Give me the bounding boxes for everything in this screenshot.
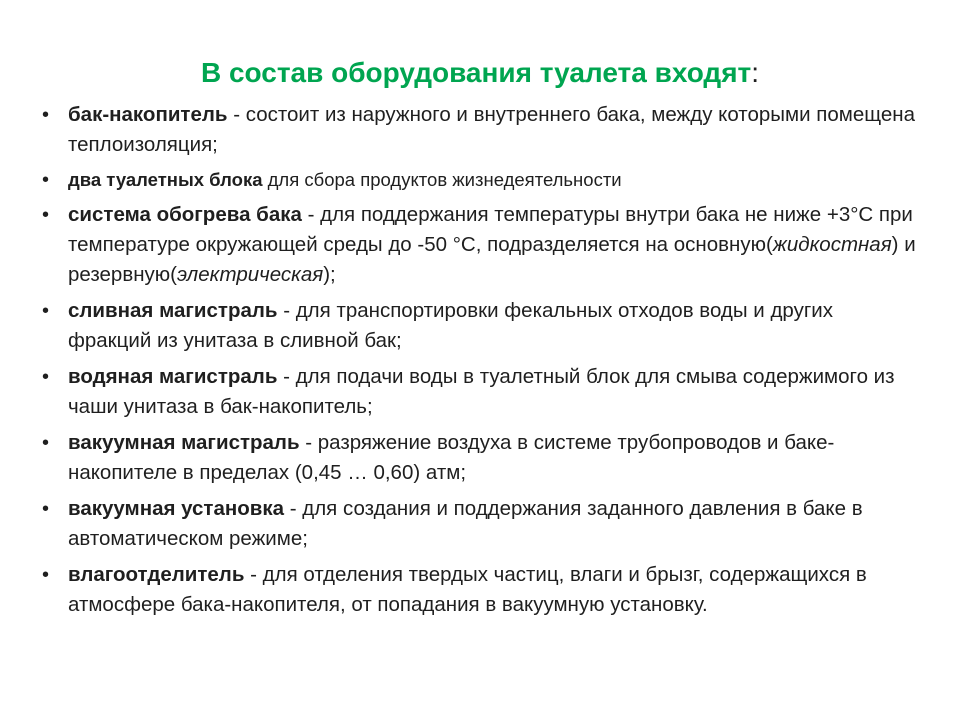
item-text: ); [323, 263, 336, 286]
item-term: вакуумная магистраль [68, 431, 300, 454]
list-item [38, 200, 918, 290]
bullet-icon: • [42, 104, 50, 126]
item-text: - для отделения твердых частиц, влаги и брызг, содержащихся в атмосфере бака-накопителя, от попадания в вакуумную установку. [68, 563, 867, 616]
item-term: вакуумная установка [68, 497, 285, 520]
bullet-icon: • [42, 204, 50, 226]
item-text: для сбора продуктов жизнедеятельности [262, 169, 622, 190]
bullet-icon: • [42, 498, 50, 520]
item-term: бак-накопитель [68, 103, 228, 126]
bullet-icon: • [42, 432, 50, 454]
item-term: водяная магистраль [68, 365, 278, 388]
list-item [38, 100, 918, 160]
item-text: - для поддержания температуры внутри бака не ниже +3°С при температуре окружающей среды до -50 °С, подразделяется на основную( [68, 203, 913, 256]
list-item [38, 166, 918, 194]
item-text: - для подачи воды в туалетный блок для смыва содержимого из чаши унитаза в бак-накопитель; [68, 365, 895, 418]
item-text: - для транспортировки фекальных отходов воды и других фракций из унитаза в сливной бак; [68, 299, 834, 352]
slide-title-text: В состав оборудования туалета входят [200, 57, 752, 88]
slide-title-colon: : [751, 57, 760, 88]
item-text: - разряжение воздуха в системе трубопроводов и баке-накопителе в пределах (0,45 … 0,60) атм; [68, 431, 835, 484]
bullet-icon: • [42, 169, 50, 191]
item-emphasis: электрическая [177, 263, 324, 286]
item-text: ) и резервную( [68, 233, 916, 286]
list-item [38, 362, 918, 422]
slide-title [0, 55, 960, 91]
item-term: влагоотделитель [68, 563, 245, 586]
item-text: - для создания и поддержания заданного давления в баке в автоматическом режиме; [68, 497, 863, 550]
item-emphasis: жидкостная [772, 233, 892, 256]
list-item [38, 494, 918, 554]
list-item [38, 296, 918, 356]
item-term: два туалетных блока [68, 169, 263, 190]
bullet-icon: • [42, 300, 50, 322]
item-term: сливная магистраль [68, 299, 278, 322]
bullet-icon: • [42, 564, 50, 586]
equipment-list [38, 100, 918, 626]
list-item [38, 560, 918, 620]
item-term: система обогрева бака [68, 203, 302, 226]
list-item [38, 428, 918, 488]
item-text: - состоит из наружного и внутреннего бака, между которыми помещена теплоизоляция; [68, 103, 916, 156]
bullet-icon: • [42, 366, 50, 388]
